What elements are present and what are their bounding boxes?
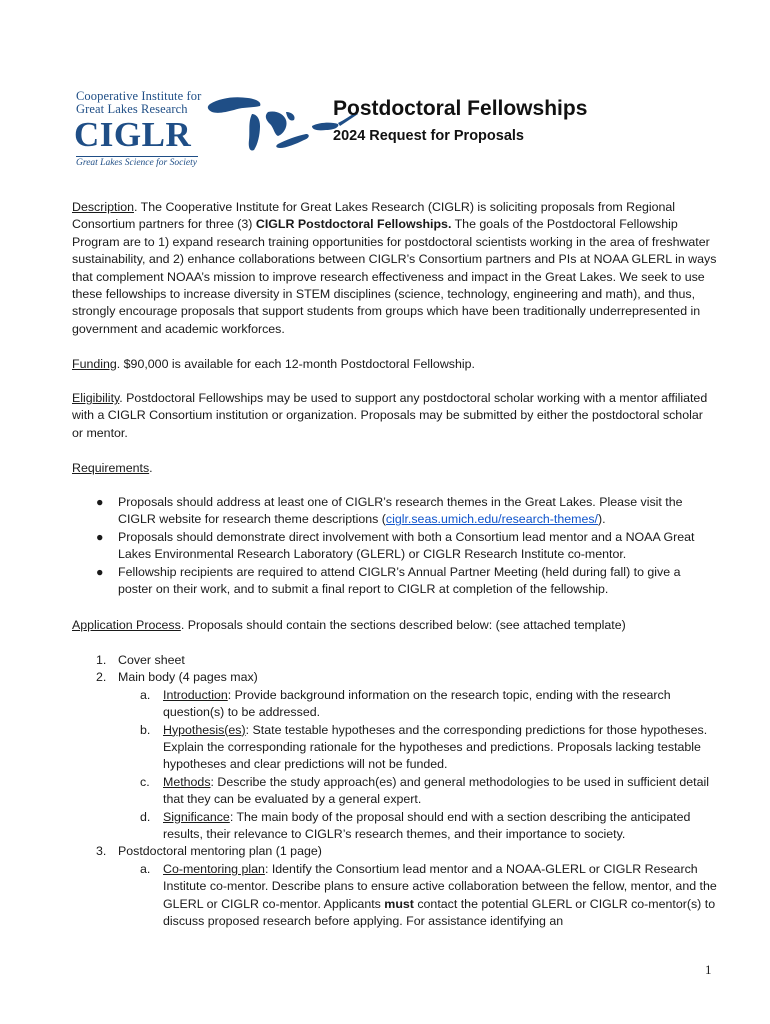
description-text-1: . The Cooperative Institute for Great Lakes Research (CIGLR) is soliciting proposals from Regional Consortium partners for three (3) bbox=[72, 200, 676, 232]
logo-name-line1: Cooperative Institute for bbox=[76, 89, 202, 103]
logo-acronym: CIGLR bbox=[74, 115, 192, 154]
list-item bbox=[72, 843, 717, 860]
list-number: 1. bbox=[96, 653, 107, 667]
requirement-1-after: ). bbox=[598, 512, 606, 527]
list-item-text: Main body (4 pages max) bbox=[118, 670, 258, 685]
list-number: 2. bbox=[96, 670, 107, 685]
list-item-text: Postdoctoral mentoring plan (1 page) bbox=[118, 844, 322, 859]
sub-list-item bbox=[72, 722, 717, 774]
description-bold: CIGLR Postdoctoral Fellowships. bbox=[255, 217, 452, 232]
list-letter: d. bbox=[140, 809, 151, 824]
sub-item-text: : Describe the study approach(es) and general methodologies to be used in sufficient detail that they can be evaluated by a general expert. bbox=[163, 774, 709, 807]
list-item bbox=[72, 529, 717, 564]
list-item bbox=[72, 564, 717, 599]
description-label: Description bbox=[72, 200, 134, 214]
requirements-heading bbox=[72, 460, 717, 477]
requirements-suffix: . bbox=[149, 461, 153, 475]
application-text: . Proposals should contain the sections described below: (see attached template) bbox=[180, 618, 626, 632]
sub-list-item bbox=[72, 687, 717, 722]
list-letter: a. bbox=[140, 861, 151, 876]
sub-item-text: : Provide background information on the research topic, ending with the research question(s) to be addressed. bbox=[163, 687, 671, 720]
sub-item-label: Co-mentoring plan bbox=[163, 861, 265, 876]
requirement-3-text: Fellowship recipients are required to attend CIGLR’s Annual Partner Meeting (held during fall) to give a poster on their work, and to submit a final report to CIGLR at completion of the fellowship. bbox=[118, 564, 681, 597]
sub-item-label: Methods bbox=[163, 774, 211, 789]
sub-item-text: : The main body of the proposal should end with a section describing the anticipated results, their relevance to CIGLR’s research themes, and their importance to society. bbox=[163, 809, 691, 842]
page-subtitle: 2024 Request for Proposals bbox=[333, 128, 524, 144]
list-item bbox=[72, 652, 717, 669]
sub-list-item bbox=[72, 774, 717, 809]
ciglr-logo bbox=[72, 88, 287, 174]
page-title: Postdoctoral Fellowships bbox=[333, 97, 588, 120]
bullet-icon: ● bbox=[96, 529, 104, 544]
description-text-2: The goals of the Postdoctoral Fellowship Program are to 1) expand research training opportunities for postdoctoral scientists working in the area of freshwater sustainability, and 2) enhance collaborations between CIGLR’s Consortium partners and PIs at NOAA GLERL in ways that complement NOAA’s mission to improve research effectiveness and impact in the Great Lakes. We seek to use these fellowships to increase diversity in STEM disciplines (science, technology, engineering and math), and thus, strongly encourage proposals that support students from groups which have been traditionally underrepresented in government and academic workforces. bbox=[72, 217, 717, 336]
eligibility-paragraph bbox=[72, 390, 717, 442]
sub-item-text-continued: contact the potential GLERL or CIGLR co-mentor(s) to discuss proposed research before applying. For assistance identifying an bbox=[163, 896, 716, 929]
sub-item-label: Hypothesis(es) bbox=[163, 722, 246, 737]
funding-text: . $90,000 is available for each 12-month Postdoctoral Fellowship. bbox=[116, 357, 475, 371]
application-sections-list bbox=[72, 652, 717, 931]
page-number: 1 bbox=[705, 962, 712, 977]
logo-divider bbox=[76, 156, 198, 157]
logo-name-line2: Great Lakes Research bbox=[76, 102, 188, 116]
sub-item-label: Significance bbox=[163, 809, 230, 824]
sub-item-label: Introduction bbox=[163, 687, 228, 702]
list-letter: a. bbox=[140, 687, 151, 702]
must-emphasis: must bbox=[384, 896, 414, 911]
list-item bbox=[72, 494, 717, 529]
requirements-label: Requirements bbox=[72, 461, 150, 475]
sub-list-item bbox=[72, 809, 717, 844]
application-label: Application Process bbox=[72, 618, 181, 632]
application-process-paragraph bbox=[72, 617, 717, 634]
research-themes-link[interactable]: ciglr.seas.umich.edu/research-themes/ bbox=[385, 512, 599, 527]
funding-label: Funding bbox=[72, 357, 117, 371]
list-letter: b. bbox=[140, 722, 151, 737]
eligibility-label: Eligibility bbox=[72, 391, 120, 405]
requirement-1-text: Proposals should address at least one of CIGLR’s research themes in the Great Lakes. Please visit the CIGLR website for research theme descriptions ( bbox=[118, 495, 683, 527]
list-item-text: Cover sheet bbox=[118, 653, 185, 667]
requirements-list bbox=[72, 494, 717, 598]
bullet-icon: ● bbox=[96, 564, 104, 579]
list-item bbox=[72, 669, 717, 686]
eligibility-text: . Postdoctoral Fellowships may be used to support any postdoctoral scholar working with a mentor affiliated with a CIGLR Consortium institution or organization. Proposals may be submitted by either the postdoctoral scholar or mentor. bbox=[72, 391, 708, 440]
requirement-2-text: Proposals should demonstrate direct involvement with both a Consortium lead mentor and a NOAA Great Lakes Environmental Research Laboratory (GLERL) or CIGLR Research Institute co-mentor. bbox=[118, 529, 695, 562]
bullet-icon: ● bbox=[96, 495, 104, 509]
funding-paragraph bbox=[72, 356, 717, 373]
sub-list-item bbox=[72, 861, 717, 931]
sub-item-text: : State testable hypotheses and the corresponding predictions for those hypotheses. Explain the corresponding rationale for the hypotheses and predictions. Proposals lacking testable hypotheses and clear predictions will not be funded. bbox=[163, 722, 708, 772]
sub-item-text: : Identify the Consortium lead mentor and a NOAA-GLERL or CIGLR Research Institute co-mentor. Describe plans to ensure active collaboration between the fellow, mentor, and the GLERL or CIGLR co-mentor. Applicants bbox=[163, 861, 717, 911]
logo-tagline: Great Lakes Science for Society bbox=[76, 158, 197, 168]
description-paragraph bbox=[72, 199, 717, 338]
list-number: 3. bbox=[96, 844, 107, 859]
list-letter: c. bbox=[140, 774, 150, 789]
